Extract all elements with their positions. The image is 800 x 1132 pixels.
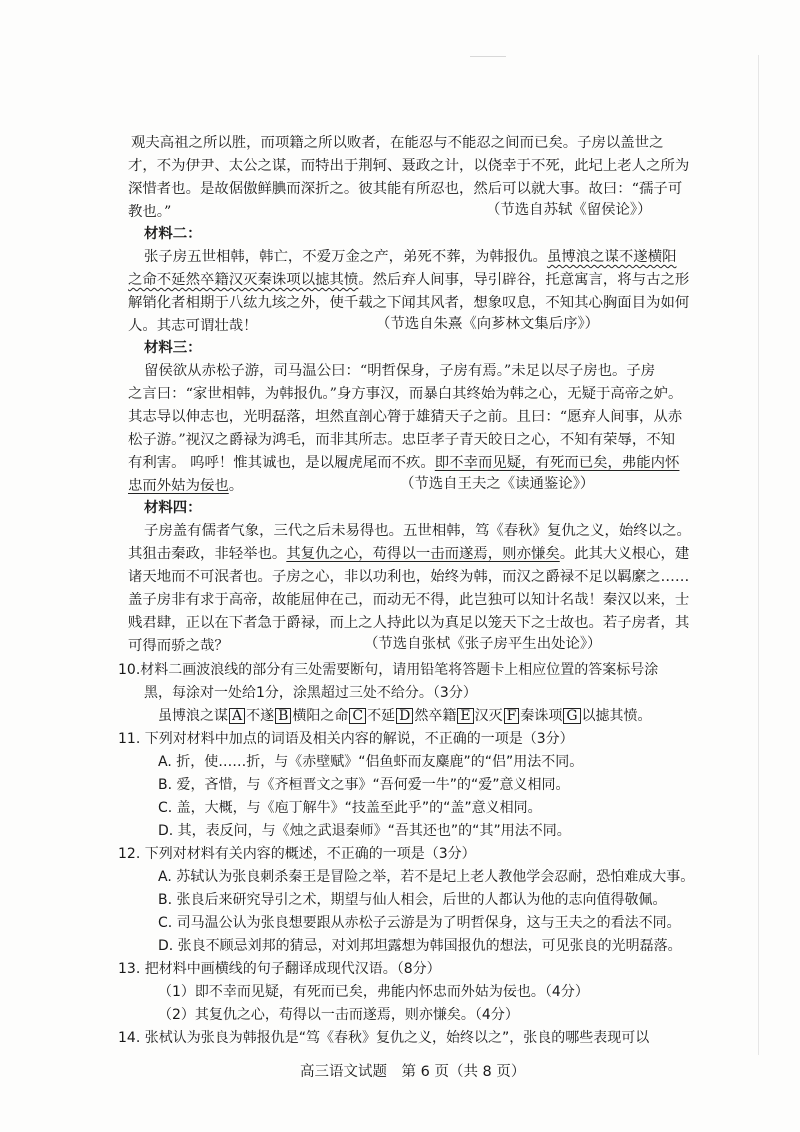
- answer-mark-E[interactable]: E: [457, 708, 473, 724]
- scan-mark: [470, 56, 506, 57]
- material3-line-5-text: 有利害。 呜呼！惟其诚也，是以履虎尾而不疚。: [128, 455, 435, 471]
- page-footer: 高三语文试题 第 6 页（共 8 页）: [300, 1064, 526, 1080]
- segment-text-C: 不延: [367, 708, 396, 724]
- q11-option-D: D. 其，表反问，与《烛之武退秦师》“吾其还也”的“其”用法不同。: [158, 823, 571, 839]
- q10-segmentation-line: [158, 706, 652, 726]
- material4-line-5: 贱君肆，正以在下者急于爵禄，而上之人持此以为真足以笼天下之士故也。若子房者，其: [128, 615, 690, 631]
- q13-stem: 13. 把材料中画横线的句子翻译成现代汉语。（8分）: [118, 961, 441, 977]
- material2-line-3: 解销化者相期于八纮九垓之外，使千载之下闻其风者，想象叹息，不知其心胸面目为如何: [128, 295, 690, 311]
- q12-option-D: D. 张良不顾忌刘邦的猜忌，对刘邦坦露想为韩国报仇的想法，可见张良的光明磊落。: [158, 938, 682, 954]
- material2-heading: 材料二：: [144, 225, 202, 242]
- underlined-sentence-1-part-1: 即不幸而见疑，有死而已矣，弗能内怀: [434, 455, 680, 471]
- q10-stem-line-1: 10.材料二画波浪线的部分有三处需要断句，请用铅笔将答题卡上相应位置的答案标号涂: [118, 662, 659, 678]
- q11-stem: 11. 下列对材料中加点的词语及相关内容的解说，不正确的一项是（3分）: [118, 731, 574, 747]
- material2-line-1-text: 张子房五世相韩，韩亡，不爱万金之产，弟死不葬，为韩报仇。: [144, 249, 547, 265]
- material1-line-3: 深惜者也。是故倨傲鲜腆而深折之。彼其能有所忍也，然后可以就大事。故曰：“孺子可: [128, 181, 683, 197]
- material3-line-6-text: 。: [228, 478, 244, 494]
- answer-mark-A[interactable]: A: [229, 708, 245, 724]
- q12-option-A: A. 苏轼认为张良刺杀秦王是冒险之举，若不是圮上老人教他学会忍耐，恐怕难成大事。: [158, 869, 695, 885]
- q11-option-A: A. 折，使……折，与《赤壁赋》“侣鱼虾而友麋鹿”的“侣”用法不同。: [158, 754, 584, 770]
- material1-line-1: 观夫高祖之所以胜，而项籍之所以败者，在能忍与不能忍之间而已矣。子房以盖世之: [131, 135, 664, 151]
- material2-source: （节选自朱熹《向芗林文集后序》）: [376, 316, 600, 332]
- material4-line-2-tail: 。此其大义根心，建: [559, 546, 690, 562]
- scan-edge: [758, 55, 759, 1055]
- answer-mark-G[interactable]: G: [563, 708, 580, 724]
- material1-line-4: 教也。”: [128, 204, 172, 220]
- wavy-passage-part-2: 之命不延然卒籍汉灭秦诛项以摅其愤: [128, 272, 359, 288]
- underlined-sentence-1-part-2: 忠而外姑为佞也: [128, 478, 229, 494]
- answer-mark-F[interactable]: F: [504, 708, 520, 724]
- answer-mark-B[interactable]: B: [275, 708, 291, 724]
- material4-source: （节选自张栻《张子房平生出处论》）: [364, 636, 602, 652]
- underlined-sentence-2: 其复仇之心，苟得以一击而遂焉，则亦慊矣: [286, 546, 560, 562]
- wavy-passage-part-1: 虽博浪之谋不遂横阳: [546, 249, 677, 265]
- q12-option-B: B. 张良后来研究导引之术，期望与仙人相会，后世的人都认为他的志向值得敬佩。: [158, 892, 667, 908]
- q13-item-2: （2）其复仇之心，苟得以一击而遂焉，则亦慊矣。（4分）: [158, 1007, 519, 1023]
- segment-text-A: 不遂: [246, 708, 275, 724]
- q13-item-1: （1）即不幸而见疑，有死而已矣，弗能内怀忠而外姑为佞也。（4分）: [158, 984, 589, 1000]
- material4-line-3: 诸天地而不可泯者也。子房之心，非以功利也，始终为韩，而汉之爵禄不足以羁縻之……: [128, 569, 690, 585]
- material4-line-1: 子房盖有儒者气象，三代之后未易得也。五世相韩，笃《春秋》复仇之义，始终以之。: [144, 523, 691, 539]
- material4-line-2: [128, 544, 689, 564]
- segment-text-B: 横阳之命: [292, 708, 349, 724]
- segment-text-E: 汉灭: [474, 708, 503, 724]
- material3-line-3: 其志导以伸志也，光明磊落，坦然直剖心膂于雄猜天子之前。且曰：“愿弃人间事，从赤: [128, 409, 683, 425]
- q11-option-B: B. 爱，吝惜，与《齐桓晋文之事》“吾何爱一牛”的“爱”意义相同。: [158, 777, 570, 793]
- material2-line-2: [128, 270, 689, 290]
- segment-text-F: 秦诛项: [520, 708, 563, 724]
- q14-stem: 14. 张栻认为张良为韩报仇是“笃《春秋》复仇之义，始终以之”，张良的哪些表现可以: [118, 1030, 650, 1046]
- material3-line-6: [128, 476, 243, 496]
- q10-stem-line-2: 黑，每涂对一处给1分，涂黑超过三处不给分。（3分）: [144, 685, 477, 701]
- material3-line-1: 留侯欲从赤松子游，司马温公曰：“明哲保身，子房有焉。”未足以尽子房也。子房: [144, 363, 656, 379]
- material1-line-2: 才，不为伊尹、太公之谋，而特出于荆轲、聂政之计，以侥幸于不死，此圮上老人之所为: [128, 158, 690, 174]
- material4-line-4: 盖子房非有求于高帝，故能屈伸在己，而动无不得，此岂独可以知计名哉！秦汉以来，士: [128, 592, 690, 608]
- q12-stem: 12. 下列对材料有关内容的概述，不正确的一项是（3分）: [118, 846, 476, 862]
- answer-mark-C[interactable]: C: [349, 708, 366, 724]
- material3-line-4: 松子游。”视汉之爵禄为鸿毛，而非其所志。忠臣孝子青天皎日之心，不知有荣辱，不知: [128, 432, 676, 448]
- q10-prefix: 虽博浪之谋: [158, 708, 228, 724]
- material2-line-1: [144, 247, 676, 267]
- answer-mark-D[interactable]: D: [396, 708, 413, 724]
- material1-source: （节选自苏轼《留侯论》）: [486, 202, 652, 218]
- material2-line-2-text: 。然后弃人间事，导引辟谷，托意寓言，将与古之形: [358, 272, 690, 288]
- material3-heading: 材料三：: [144, 339, 202, 356]
- q12-option-C: C. 司马温公认为张良想要跟从赤松子云游是为了明哲保身，这与王夫之的看法不同。: [158, 915, 681, 931]
- material3-line-2: 之言曰：“家世相韩，为韩报仇。”身方事汉，而暴白其终始为韩之心，无疑于高帝之妒。: [128, 386, 683, 402]
- material3-source: （节选自王夫之《读通鉴论》）: [400, 476, 595, 492]
- segment-text-G: 以摅其愤。: [581, 708, 652, 724]
- segment-text-D: 然卒籍: [414, 708, 457, 724]
- material4-heading: 材料四：: [144, 499, 202, 516]
- material2-line-4: 人。其志可谓壮哉！: [128, 318, 258, 334]
- material4-line-6: 可得而骄之哉？: [128, 638, 229, 654]
- material4-line-2-text: 其狙击秦政，非轻举也。: [128, 546, 287, 562]
- material3-line-5: [128, 453, 679, 473]
- q11-option-C: C. 盖，大概，与《庖丁解牛》“技盖至此乎”的“盖”意义相同。: [158, 800, 542, 816]
